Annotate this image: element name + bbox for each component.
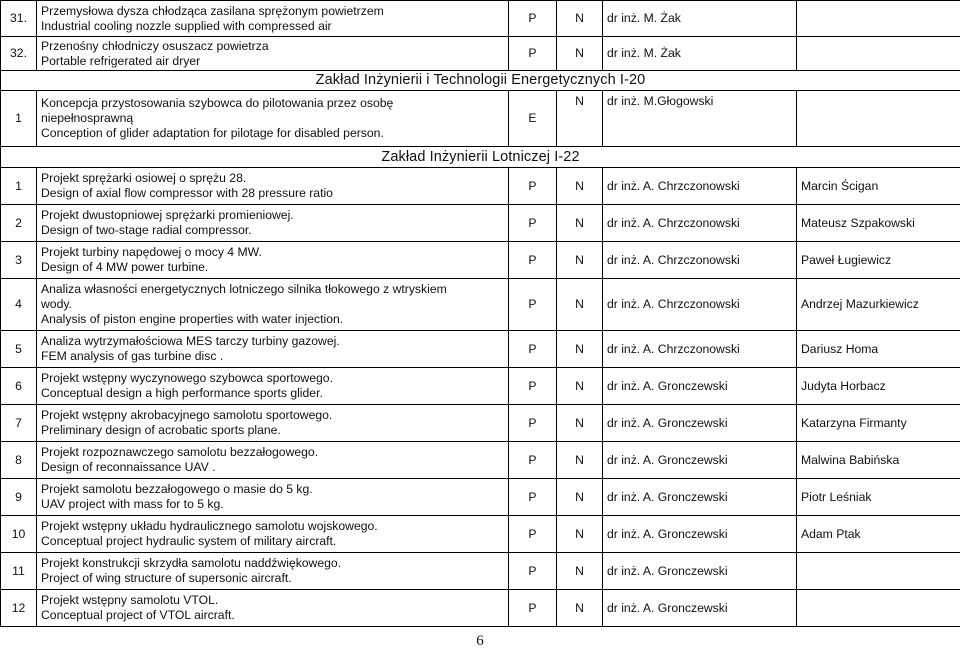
topic-description: [37, 279, 509, 331]
supervisor: dr inż. A. Gronczewski: [603, 590, 797, 627]
supervisor: dr inż. A. Gronczewski: [603, 479, 797, 516]
language: N: [557, 479, 603, 516]
supervisor: dr inż. A. Chrzczonowski: [603, 168, 797, 205]
topic-title-pl-cont: niepełnosprawną: [41, 111, 504, 126]
language: N: [557, 242, 603, 279]
table-row: [1, 168, 960, 205]
topic-title-pl: Projekt turbiny napędowej o mocy 4 MW.: [41, 245, 504, 260]
page-number: 6: [0, 633, 960, 650]
supervisor: dr inż. A. Chrzczonowski: [603, 242, 797, 279]
student-name: Judyta Horbacz: [797, 368, 960, 405]
work-type: P: [509, 1, 557, 37]
row-number: 3: [1, 242, 37, 279]
topic-title-pl: Projekt wstępny akrobacyjnego samolotu sportowego.: [41, 408, 504, 423]
topic-title-en: Analysis of piston engine properties with water injection.: [41, 312, 504, 327]
topic-description: [37, 1, 509, 37]
topic-title-en: Conceptual project of VTOL aircraft.: [41, 608, 504, 623]
topic-description: [37, 37, 509, 71]
topic-title-en: Conception of glider adaptation for pilotage for disabled person.: [41, 126, 504, 141]
topic-title-pl: Projekt wstępny samolotu VTOL.: [41, 593, 504, 608]
topic-description: [37, 205, 509, 242]
topic-title-en: Preliminary design of acrobatic sports plane.: [41, 423, 504, 438]
work-type: P: [509, 590, 557, 627]
department-heading: Zakład Inżynierii i Technologii Energetycznych I-20: [1, 71, 960, 91]
supervisor: dr inż. A. Chrzczonowski: [603, 331, 797, 368]
topic-title-en: UAV project with mass for to 5 kg.: [41, 497, 504, 512]
topic-description: [37, 479, 509, 516]
work-type: E: [509, 91, 557, 147]
row-number: 12: [1, 590, 37, 627]
table-row: [1, 91, 960, 147]
topic-title-pl: Projekt sprężarki osiowej o sprężu 28.: [41, 171, 504, 186]
supervisor: dr inż. A. Gronczewski: [603, 516, 797, 553]
topic-title-en: Design of axial flow compressor with 28 pressure ratio: [41, 186, 504, 201]
language: N: [557, 279, 603, 331]
topic-title-pl: Koncepcja przystosowania szybowca do pilotowania przez osobę: [41, 96, 504, 111]
topic-title-en: Portable refrigerated air dryer: [41, 54, 504, 69]
topic-description: [37, 516, 509, 553]
supervisor: dr inż. A. Gronczewski: [603, 553, 797, 590]
topic-title-pl: Projekt samolotu bezzałogowego o masie do 5 kg.: [41, 482, 504, 497]
topic-title-pl: Projekt wstępny układu hydraulicznego samolotu wojskowego.: [41, 519, 504, 534]
student-name: [797, 590, 960, 627]
table-row: [1, 279, 960, 331]
supervisor: dr inż. M. Żak: [603, 1, 797, 37]
department-heading: Zakład Inżynierii Lotniczej I-22: [1, 147, 960, 168]
topic-title-en: Conceptual project hydraulic system of military aircraft.: [41, 534, 504, 549]
topic-title-en: Industrial cooling nozzle supplied with compressed air: [41, 19, 504, 34]
student-name: Adam Ptak: [797, 516, 960, 553]
table-row: [1, 442, 960, 479]
topic-description: [37, 91, 509, 147]
language: N: [557, 205, 603, 242]
topic-description: [37, 168, 509, 205]
topic-title-en: Design of reconnaissance UAV .: [41, 460, 504, 475]
row-number: 1: [1, 168, 37, 205]
row-number: 32.: [1, 37, 37, 71]
student-name: Marcin Ścigan: [797, 168, 960, 205]
table-row: [1, 405, 960, 442]
student-name: Andrzej Mazurkiewicz: [797, 279, 960, 331]
supervisor: dr inż. M.Głogowski: [603, 91, 797, 147]
table-row: [1, 516, 960, 553]
row-number: 31.: [1, 1, 37, 37]
topic-description: [37, 442, 509, 479]
work-type: P: [509, 516, 557, 553]
work-type: P: [509, 279, 557, 331]
topic-description: [37, 590, 509, 627]
row-number: 1: [1, 91, 37, 147]
work-type: P: [509, 205, 557, 242]
work-type: P: [509, 368, 557, 405]
topic-title-pl: Projekt konstrukcji skrzydła samolotu naddźwiękowego.: [41, 556, 504, 571]
student-name: Paweł Ługiewicz: [797, 242, 960, 279]
language: N: [557, 1, 603, 37]
work-type: P: [509, 331, 557, 368]
supervisor: dr inż. A. Gronczewski: [603, 442, 797, 479]
row-number: 5: [1, 331, 37, 368]
student-name: [797, 37, 960, 71]
table-row: [1, 368, 960, 405]
topic-description: [37, 553, 509, 590]
topic-description: [37, 368, 509, 405]
table-row: [1, 1, 960, 37]
language: N: [557, 442, 603, 479]
language: N: [557, 331, 603, 368]
work-type: P: [509, 37, 557, 71]
section-header-row: [1, 71, 960, 91]
row-number: 8: [1, 442, 37, 479]
table-row: [1, 331, 960, 368]
topic-description: [37, 405, 509, 442]
topic-title-pl: Projekt wstępny wyczynowego szybowca sportowego.: [41, 371, 504, 386]
section-header-row: [1, 147, 960, 168]
student-name: Malwina Babińska: [797, 442, 960, 479]
row-number: 4: [1, 279, 37, 331]
table-row: [1, 590, 960, 627]
table-row: [1, 242, 960, 279]
language: N: [557, 168, 603, 205]
row-number: 6: [1, 368, 37, 405]
topic-title-pl: Przemysłowa dysza chłodząca zasilana sprężonym powietrzem: [41, 4, 504, 19]
topic-description: [37, 331, 509, 368]
student-name: [797, 1, 960, 37]
supervisor: dr inż. A. Gronczewski: [603, 368, 797, 405]
work-type: P: [509, 242, 557, 279]
student-name: Mateusz Szpakowski: [797, 205, 960, 242]
topic-title-pl: Projekt dwustopniowej sprężarki promieniowej.: [41, 208, 504, 223]
student-name: Dariusz Homa: [797, 331, 960, 368]
topic-title-pl: Przenośny chłodniczy osuszacz powietrza: [41, 39, 504, 54]
row-number: 11: [1, 553, 37, 590]
topic-title-pl: Projekt rozpoznawczego samolotu bezzałogowego.: [41, 445, 504, 460]
supervisor: dr inż. A. Chrzczonowski: [603, 279, 797, 331]
language: N: [557, 405, 603, 442]
supervisor: dr inż. A. Gronczewski: [603, 405, 797, 442]
supervisor: dr inż. A. Chrzczonowski: [603, 205, 797, 242]
row-number: 7: [1, 405, 37, 442]
topic-title-en: Design of 4 MW power turbine.: [41, 260, 504, 275]
language: N: [557, 590, 603, 627]
language: N: [557, 37, 603, 71]
topic-title-pl-cont: wody.: [41, 297, 504, 312]
student-name: [797, 553, 960, 590]
table-row: [1, 553, 960, 590]
table-row: [1, 37, 960, 71]
supervisor: dr inż. M. Żak: [603, 37, 797, 71]
language: N: [557, 368, 603, 405]
row-number: 9: [1, 479, 37, 516]
topic-title-en: FEM analysis of gas turbine disc .: [41, 349, 504, 364]
table-row: [1, 205, 960, 242]
work-type: P: [509, 405, 557, 442]
language: N: [557, 516, 603, 553]
language: N: [557, 91, 603, 147]
topic-title-en: Design of two-stage radial compressor.: [41, 223, 504, 238]
row-number: 2: [1, 205, 37, 242]
topic-title-en: Project of wing structure of supersonic aircraft.: [41, 571, 504, 586]
student-name: Piotr Leśniak: [797, 479, 960, 516]
work-type: P: [509, 553, 557, 590]
student-name: Katarzyna Firmanty: [797, 405, 960, 442]
topic-title-pl: Analiza wytrzymałościowa MES tarczy turbiny gazowej.: [41, 334, 504, 349]
work-type: P: [509, 479, 557, 516]
topic-title-pl: Analiza własności energetycznych lotniczego silnika tłokowego z wtryskiem: [41, 282, 504, 297]
row-number: 10: [1, 516, 37, 553]
topic-description: [37, 242, 509, 279]
topic-title-en: Conceptual design a high performance sports glider.: [41, 386, 504, 401]
student-name: [797, 91, 960, 147]
work-type: P: [509, 442, 557, 479]
table-row: [1, 479, 960, 516]
work-type: P: [509, 168, 557, 205]
language: N: [557, 553, 603, 590]
